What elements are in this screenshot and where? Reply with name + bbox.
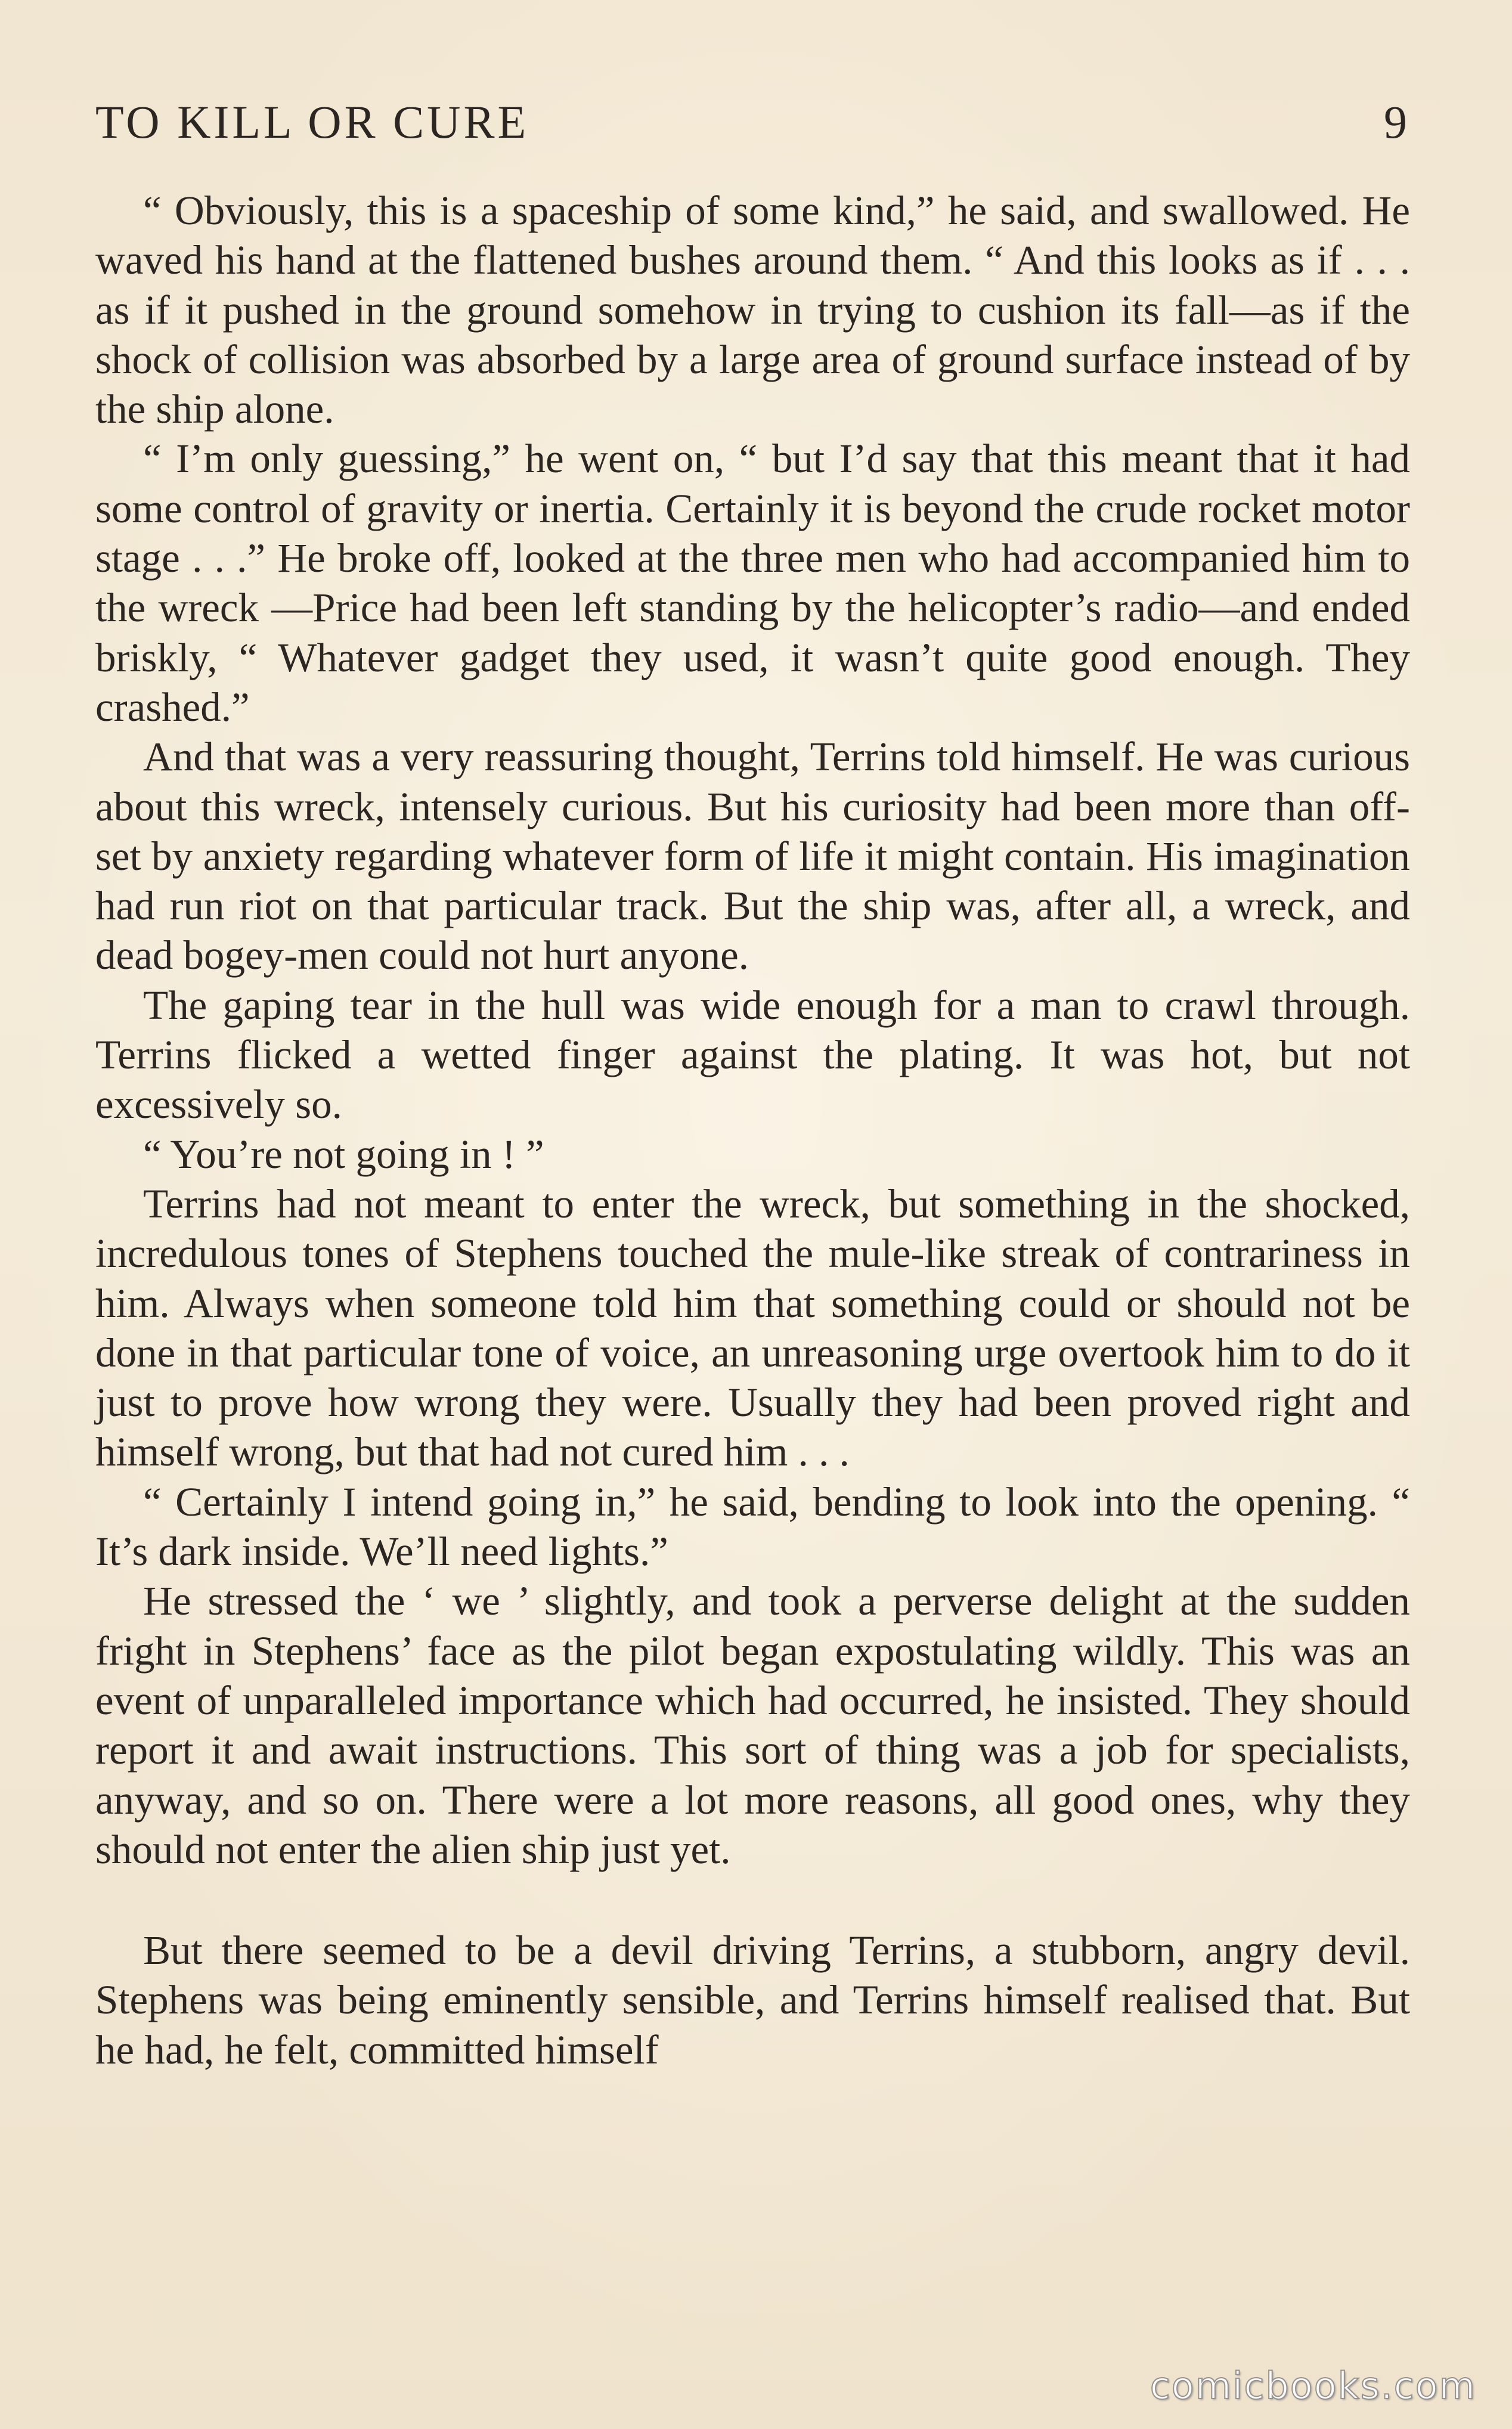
watermark: comicbooks.com [1150,2364,1476,2408]
paragraph-1: “ Obviously, this is a spaceship of some kind,” he said, and swallowed. He waved his hand at the flattened bushes around them. “ And this looks as if . . . as if it pushed in the ground somehow in trying to cushion its fall—as if the shock of collision was absorbed by a large area of ground surface instead of by the ship alone. [95,188,1410,432]
paragraph-9: But there seemed to be a devil driving Terrins, a stubborn, angry devil. Stephens was being eminently sensible, and Terrins himself realised that. But he had, he felt, committed himself [95,1928,1410,2072]
paragraph-3: And that was a very reassuring thought, Terrins told himself. He was curious about this wreck, intensely curious. But his curiosity had been more than off-set by anxiety regarding whatever form of life it might contain. His imagination had run riot on that particular track. But the ship was, after all, a wreck, and dead bogey-men could not hurt anyone. [95,734,1410,978]
page-number: 9 [1384,96,1407,148]
paragraph-5: “ You’re not going in ! ” [143,1131,544,1177]
running-title: TO KILL OR CURE [95,96,529,148]
body-text [95,186,1410,2075]
paragraph-2: “ I’m only guessing,” he went on, “ but I’d say that this meant that it had some control of gravity or inertia. Certainly it is beyond the crude rocket motor stage . . .” He broke off, looked at the three men who had accompanied him to the wreck —Price had been left standing by the helicopter’s radio—and ended briskly, “ Whatever gadget they used, it wasn’t quite good enough. They crashed.” [95,436,1410,730]
paragraph-8: He stressed the ‘ we ’ slightly, and took a perverse delight at the sudden fright in Stephens’ face as the pilot began expostulating wildly. This was an event of unparalleled importance which had occurred, he insisted. They should report it and await instructions. This sort of thing was a job for specialists, anyway, and so on. There were a lot more reasons, all good ones, why they should not enter the alien ship just yet. [95,1578,1410,1872]
page-header [95,89,1407,155]
paragraph-4: The gaping tear in the hull was wide enough for a man to crawl through. Terrins flicked a wetted finger against the plating. It was hot, but not excessively so. [95,982,1410,1127]
paragraph-7: “ Certainly I intend going in,” he said, bending to look into the opening. “ It’s dark inside. We’ll need lights.” [95,1479,1410,1575]
paragraph-6: Terrins had not meant to enter the wreck, but something in the shocked, incredulous tones of Stephens touched the mule-like streak of contrariness in him. Always when someone told him that something could or should not be done in that particular tone of voice, an unreasoning urge overtook him to do it just to prove how wrong they were. Usually they had been proved right and himself wrong, but that had not cured him . . . [95,1181,1410,1475]
